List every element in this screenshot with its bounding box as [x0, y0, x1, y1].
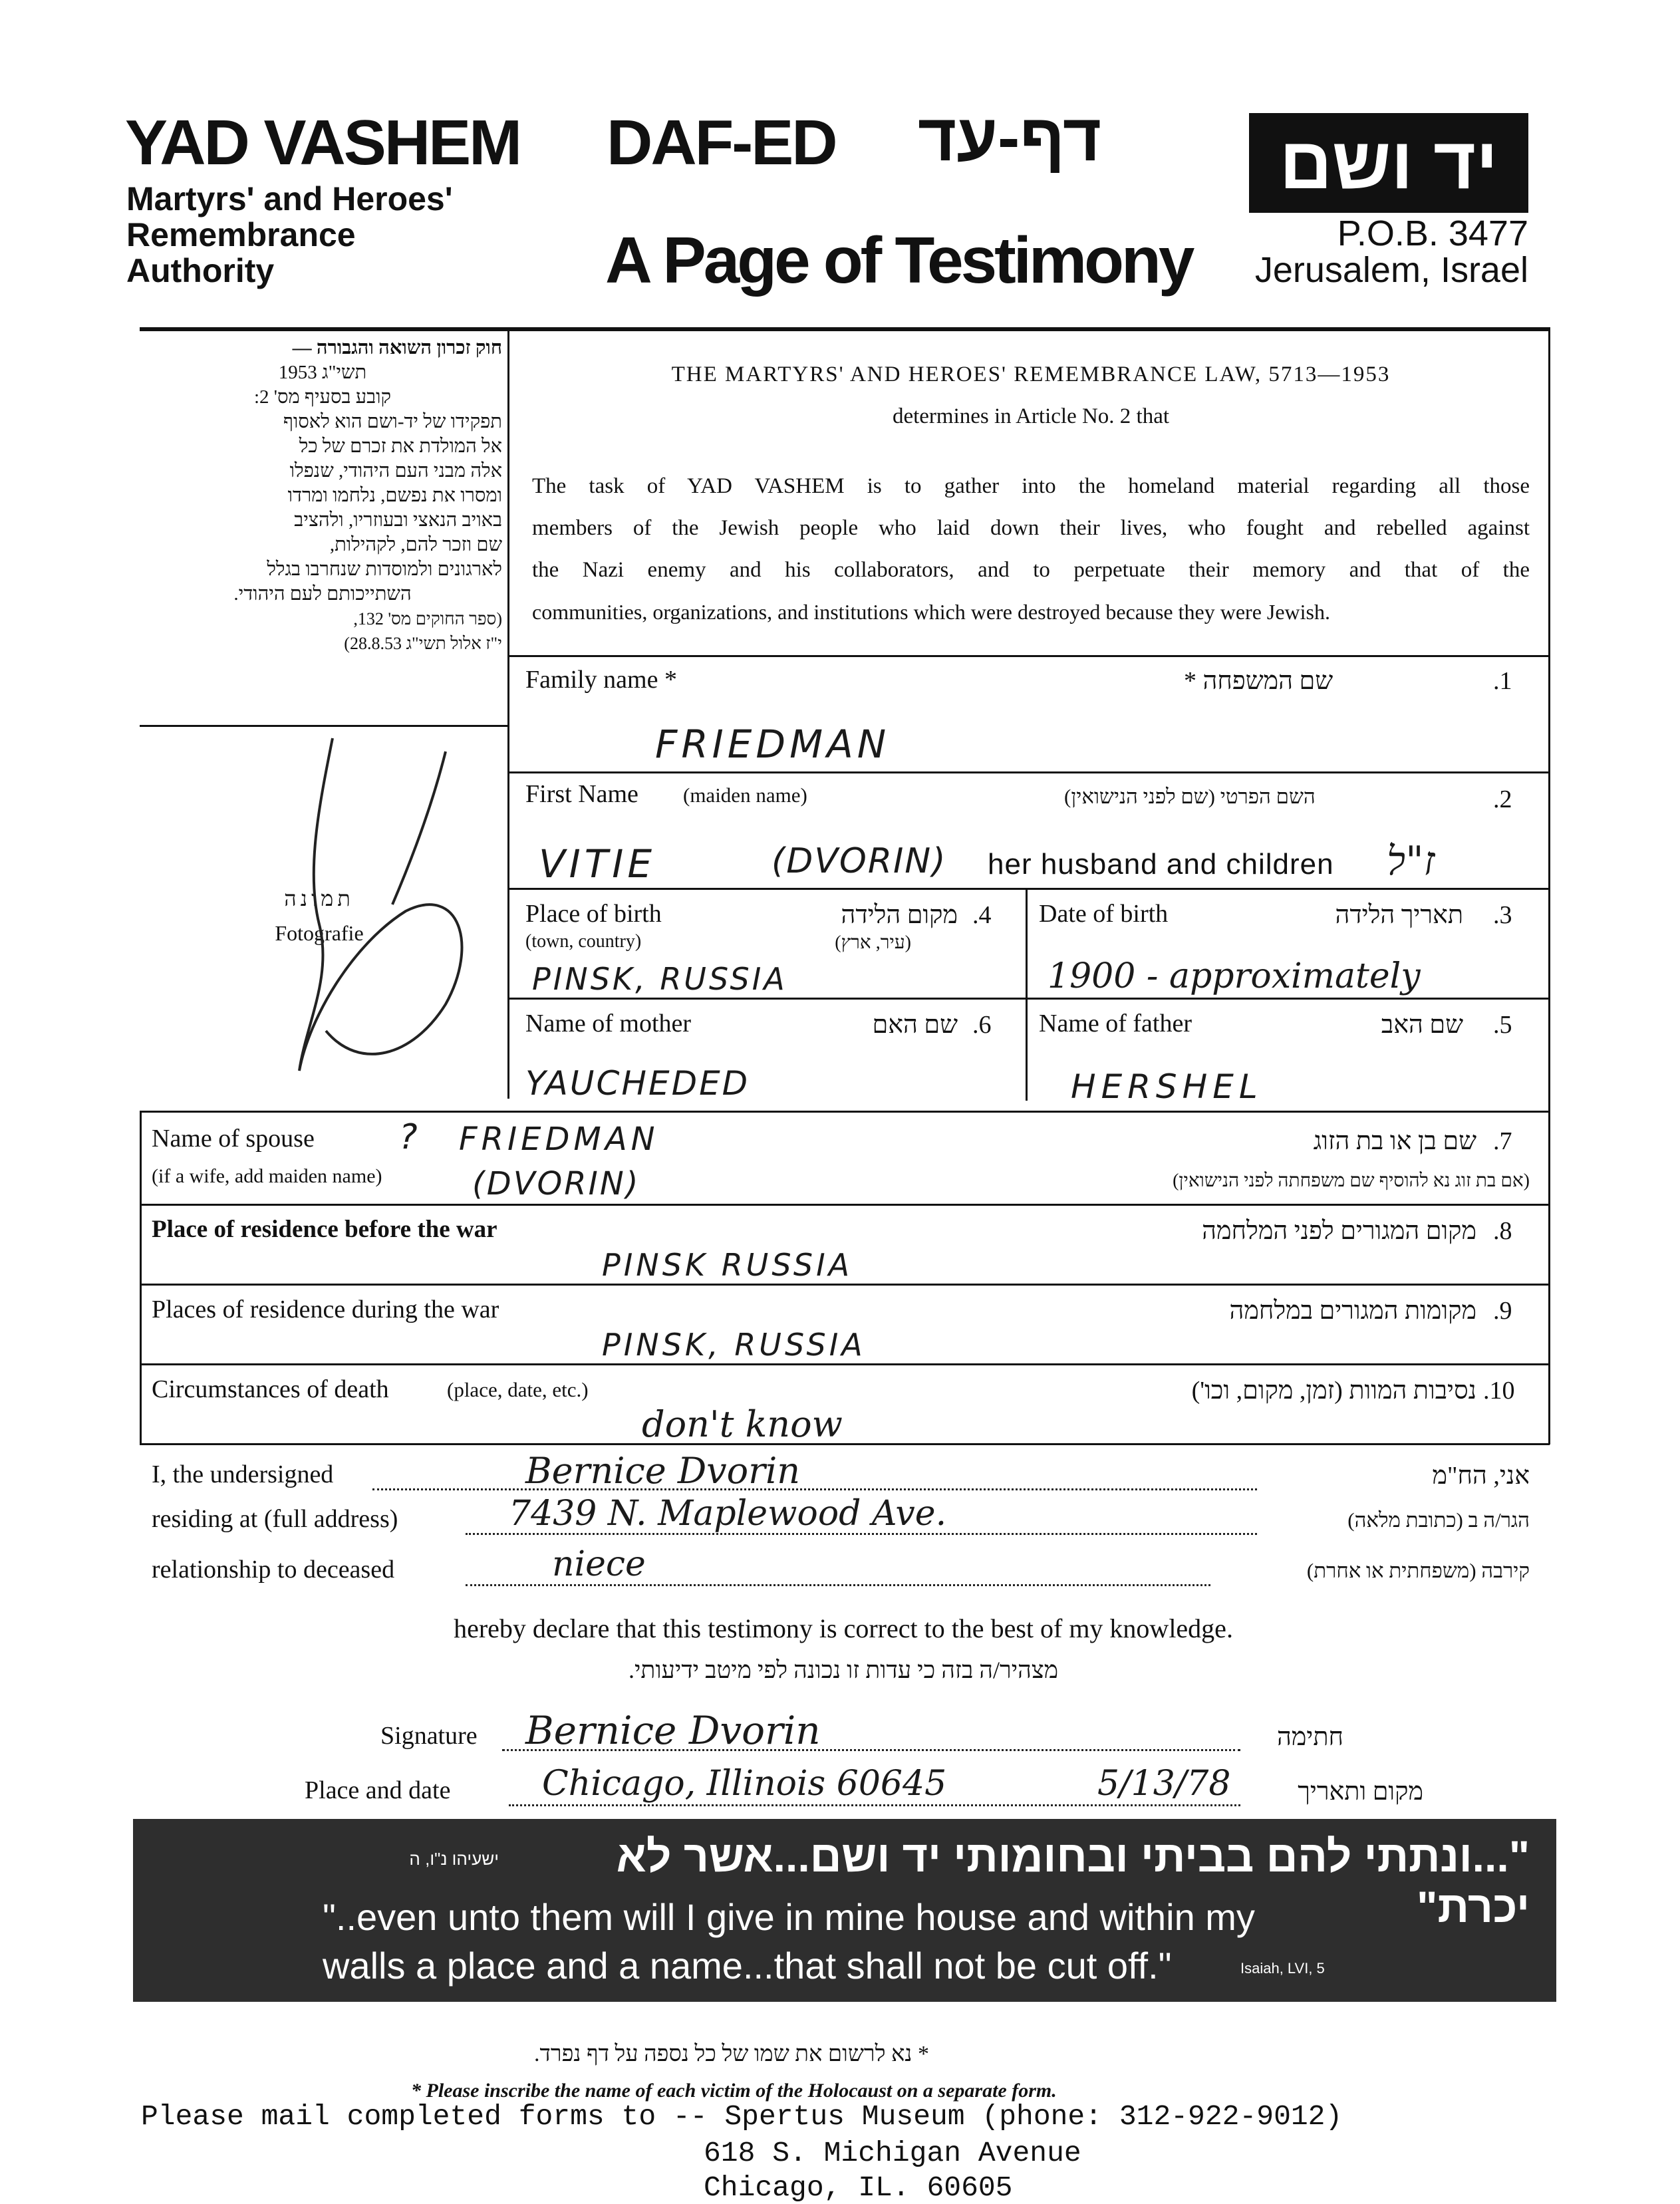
first-name-label-hebrew: השם הפרטי (שם לפני הנישואין) [1064, 785, 1316, 808]
first-name-label-note: (maiden name) [683, 783, 807, 807]
father-label-hebrew: שם האב [1381, 1011, 1463, 1039]
place-date-label: Place and date [305, 1776, 451, 1804]
law-text-line: communities, organizations, and institutions which were destroyed because they were Jewish. [532, 600, 1330, 624]
banner-ref: Isaiah, LVI, 5 [1240, 1960, 1325, 1977]
spouse-maiden-value[interactable]: (DVORIN) [472, 1165, 640, 1202]
family-name-value[interactable]: FRIEDMAN [655, 722, 891, 767]
org-subtitle-1: Martyrs' and Heroes' [126, 180, 453, 217]
residence-during-value[interactable]: PINSK, RUSSIA [602, 1327, 866, 1363]
footer-note-hebrew: * נא לרשום את שמו של כל נספה על דף נפרד. [534, 2042, 929, 2066]
place-of-birth-num: .4 [972, 901, 992, 929]
first-name-value[interactable]: VITIE [539, 841, 656, 887]
undersigned-label: I, the undersigned [152, 1460, 334, 1488]
org-name: YAD VASHEM [125, 107, 521, 178]
spouse-value[interactable]: FRIEDMAN [459, 1121, 659, 1158]
law-hebrew-line: לארגונים ולמוסדות שנחרבו בגלל [267, 559, 502, 580]
spouse-label: Name of spouse [152, 1125, 315, 1153]
family-name-num: .1 [1493, 667, 1512, 695]
spouse-label-hebrew: שם בן או בת הזוג [1313, 1127, 1476, 1155]
declare-text: hereby declare that this testimony is correct to the best of my knowledge. [454, 1613, 1233, 1643]
banner-line-2: walls a place and a name...that shall not be cut off." [323, 1945, 1172, 1987]
signature-value[interactable]: Bernice Dvorin [525, 1708, 821, 1753]
first-name-num: .2 [1493, 785, 1512, 813]
photo-label: Fotografie [275, 921, 364, 945]
place-of-birth-note: (town, country) [525, 931, 642, 952]
place-of-birth-note-hebrew: (עיר, ארץ) [835, 932, 911, 953]
place-value[interactable]: Chicago, Illinois 60645 [542, 1764, 947, 1804]
address-value[interactable]: 7439 N. Maplewood Ave. [509, 1494, 947, 1534]
law-hebrew-line: תפקידו של יד-ושם הוא לאסוף [283, 411, 502, 432]
pob: P.O.B. 3477 [1337, 213, 1528, 253]
page-title: A Page of Testimony [605, 223, 1192, 297]
law-hebrew-line: השתייכותם לעם היהודי. [233, 583, 412, 605]
declare-text-hebrew: מצהיר/ה בזה כי עדות זו נכונה לפי מיטב ידיעותי. [628, 1657, 1059, 1683]
mail-line-3: Chicago, IL. 60605 [704, 2171, 1013, 2204]
residence-during-label: Places of residence during the war [152, 1296, 499, 1323]
first-name-extra-hebrew[interactable]: ז"ל [1387, 838, 1435, 885]
death-value[interactable]: don't know [642, 1403, 843, 1445]
residence-before-label: Place of residence before the war [152, 1216, 497, 1243]
father-value[interactable]: HERSHEL [1071, 1067, 1263, 1106]
death-label-note: (place, date, etc.) [447, 1378, 589, 1401]
place-of-birth-label-hebrew: מקום הלידה [841, 901, 958, 929]
father-label: Name of father [1039, 1010, 1192, 1037]
footer-note: * Please inscribe the name of each victim of the Holocaust on a separate form. [411, 2080, 1057, 2102]
date-of-birth-num: .3 [1493, 901, 1512, 929]
date-of-birth-value[interactable]: 1900 - approximately [1048, 956, 1421, 996]
death-num: .10 [1483, 1377, 1515, 1405]
residence-during-num: .9 [1493, 1297, 1512, 1325]
law-hebrew-line: ומסרו את נפשם, נלחמו ומרדו [287, 485, 502, 506]
law-hebrew-line: (ספר החוקים מס' 132, [353, 609, 502, 628]
father-num: .5 [1493, 1011, 1512, 1039]
photo-scribble [279, 725, 505, 1097]
relation-label: relationship to deceased [152, 1556, 395, 1584]
undersigned-value[interactable]: Bernice Dvorin [525, 1450, 801, 1492]
banner-line-1: "..even unto them will I give in mine house and within my [323, 1896, 1255, 1938]
signature-label-hebrew: חתימה [1276, 1723, 1343, 1751]
law-hebrew-line: אל המולדת את זכרם של כל [299, 436, 502, 457]
banner-hebrew: "...ונתתי להם בביתי ובחומותי יד ושם...אשר לא יכרת" [616, 1832, 1530, 1931]
mother-value[interactable]: YAUCHEDED [525, 1064, 750, 1103]
org-subtitle-3: Authority [126, 252, 275, 289]
residence-before-value[interactable]: PINSK RUSSIA [602, 1247, 853, 1283]
org-subtitle-2: Remembrance [126, 216, 356, 253]
residence-before-label-hebrew: מקום המגורים לפני המלחמה [1202, 1217, 1476, 1245]
law-text [532, 466, 1530, 633]
mother-num: .6 [972, 1011, 992, 1039]
first-name-maiden-value[interactable]: (DVORIN) [771, 841, 947, 881]
law-hebrew-line: שם וזכר להם, לקהילות, [329, 534, 502, 555]
mail-line-2: 618 S. Michigan Avenue [704, 2137, 1081, 2169]
first-name-label: First Name [525, 780, 638, 808]
law-hebrew-block [143, 336, 502, 656]
law-text-line: members of the Jewish people who laid down their lives, who fought and rebelled against [532, 516, 1530, 540]
spouse-note: (if a wife, add maiden name) [152, 1165, 382, 1187]
law-hebrew-line: אלה מבני העם היהודי, שנפלו [289, 460, 502, 482]
law-hebrew-line: באויב הנאצי ובעוזריו, ולהציב [294, 509, 502, 531]
logo-box [1249, 113, 1528, 213]
residence-before-num: .8 [1493, 1217, 1512, 1245]
mail-line-1: Please mail completed forms to -- Spertus Museum (phone: 312-922-9012) [141, 2100, 1343, 2133]
form-name-hebrew: דף-עד [918, 100, 1102, 175]
place-of-birth-label: Place of birth [525, 900, 662, 928]
mother-label-hebrew: שם האם [872, 1011, 958, 1039]
relation-label-hebrew: קירבה (משפחתית או אחרת) [1306, 1559, 1530, 1582]
law-title: THE MARTYRS' AND HEROES' REMEMBRANCE LAW, 5713—1953 [671, 362, 1391, 386]
banner-hebrew-ref: ישעיהו נ"ו, ה [409, 1849, 499, 1869]
first-name-extra[interactable]: her husband and children [988, 848, 1334, 881]
form-name: DAF-ED [607, 107, 836, 178]
undersigned-label-hebrew: אני, הח"מ [1432, 1462, 1530, 1490]
law-hebrew-line: י"ז אלול תשי"ג 28.8.53) [344, 634, 502, 653]
law-subtitle: determines in Article No. 2 that [892, 404, 1170, 428]
place-of-birth-value[interactable]: PINSK, RUSSIA [532, 961, 787, 997]
spouse-num: .7 [1493, 1127, 1512, 1155]
law-hebrew-line: תשי"ג 1953 [278, 362, 367, 383]
place-date-label-hebrew: מקום ותאריך [1298, 1778, 1423, 1806]
city: Jerusalem, Israel [1254, 250, 1528, 290]
logo-hebrew: יד ושם [1279, 122, 1498, 204]
law-text-line: the Nazi enemy and his collaborators, and to perpetuate their memory and that of the [532, 558, 1530, 582]
address-label-hebrew: הגר/ה ב (כתובת מלאה) [1347, 1508, 1530, 1532]
signature-label: Signature [380, 1722, 478, 1750]
mother-label: Name of mother [525, 1010, 692, 1037]
spouse-prefix[interactable]: ? [399, 1117, 422, 1157]
residence-during-label-hebrew: מקומות המגורים במלחמה [1229, 1297, 1476, 1325]
spouse-note-hebrew: (אם בת זוג נא להוסיף שם משפחתה לפני הנישואין) [1173, 1171, 1530, 1191]
family-name-label-hebrew: שם המשפחה * [1184, 667, 1333, 695]
law-text-line: The task of YAD VASHEM is to gather into the homeland material regarding all those [532, 474, 1530, 498]
date-value[interactable]: 5/13/78 [1097, 1764, 1231, 1804]
death-label-hebrew: נסיבות המוות (זמן, מקום, וכו') [1191, 1377, 1476, 1405]
relation-value[interactable]: niece [552, 1544, 646, 1584]
date-of-birth-label-hebrew: תאריך הלידה [1335, 901, 1463, 929]
quote-banner [133, 1819, 1556, 2002]
death-label: Circumstances of death [152, 1375, 389, 1403]
address-label: residing at (full address) [152, 1505, 398, 1533]
law-hebrew-line: חוק זכרון השואה והגבורה — [292, 337, 502, 358]
photo-label-hebrew: תמונה [284, 887, 354, 910]
family-name-label: Family name * [525, 666, 677, 694]
date-of-birth-label: Date of birth [1039, 900, 1169, 928]
law-hebrew-line: קובע בסעיף מס' 2: [253, 386, 392, 408]
